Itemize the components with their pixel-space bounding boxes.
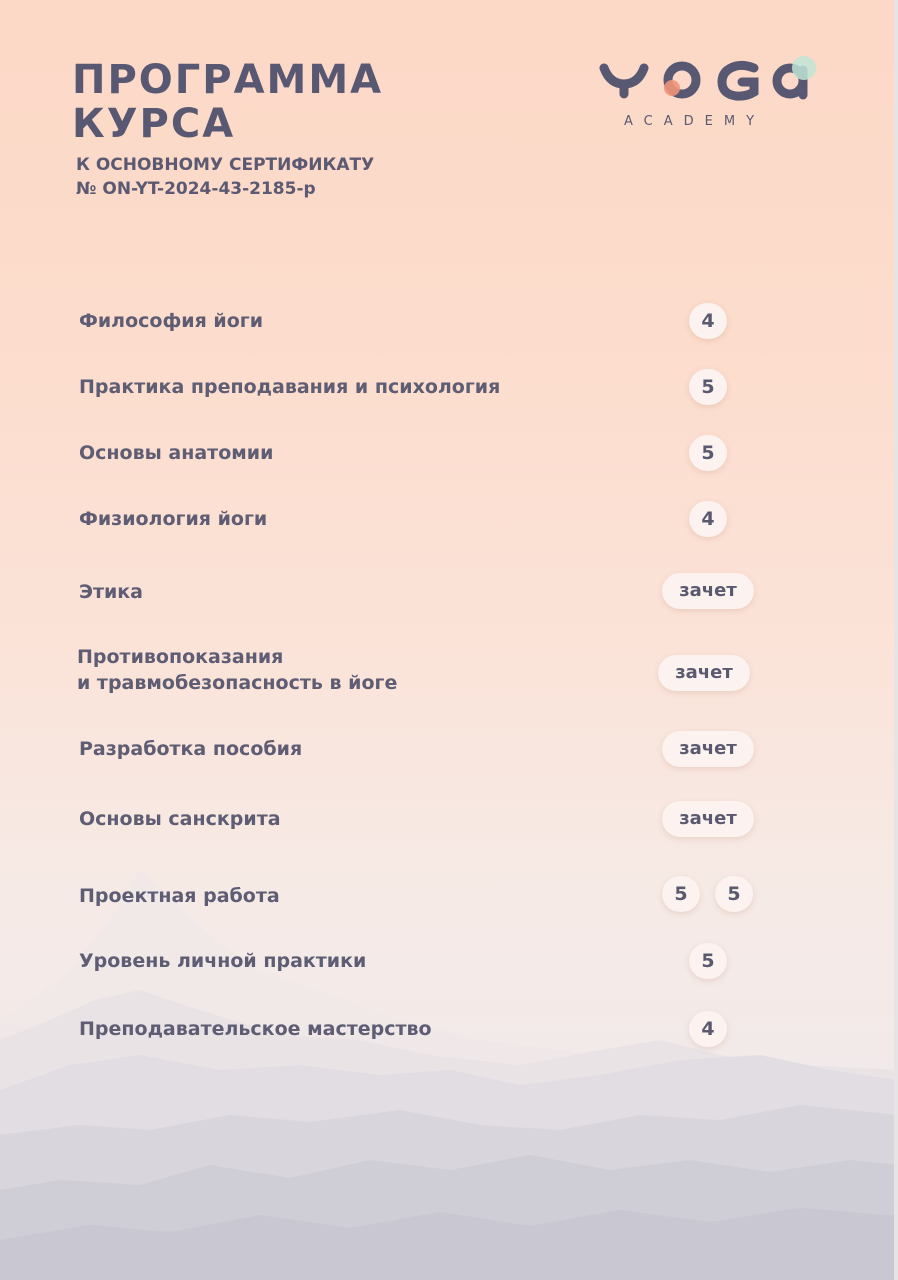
- grade-teaching-mastery: 4: [689, 1011, 727, 1047]
- grade-ethics: зачет: [662, 573, 754, 609]
- grade-project-work-1: 5: [662, 876, 700, 912]
- logo-caption: ACADEMY: [624, 114, 766, 129]
- logo-wordmark: [604, 65, 803, 96]
- grade-sanskrit: зачет: [662, 801, 754, 837]
- title-line-1: ПРОГРАММА: [72, 57, 384, 103]
- certificate-number: № ON-YT-2024-43-2185-р: [76, 179, 316, 199]
- logo-mint-dot: [792, 56, 816, 80]
- course-philosophy: Философия йоги: [79, 310, 264, 332]
- course-physiology: Физиология йоги: [79, 508, 268, 530]
- course-contraindications-line-2: и травмобезопасность в йоге: [77, 672, 398, 694]
- course-personal-practice: Уровень личной практики: [79, 950, 367, 972]
- grade-contraindications: зачет: [658, 655, 750, 691]
- course-anatomy: Основы анатомии: [79, 442, 274, 464]
- course-project-work: Проектная работа: [79, 885, 280, 907]
- course-sanskrit: Основы санскрита: [79, 808, 281, 830]
- grade-project-work-2: 5: [715, 876, 753, 912]
- course-teaching-mastery: Преподавательское мастерство: [79, 1018, 432, 1040]
- page-edge: [894, 0, 898, 1280]
- mountain-landscape: [0, 860, 898, 1280]
- grade-philosophy: 4: [689, 303, 727, 339]
- grade-manual-development: зачет: [662, 731, 754, 767]
- title-line-2: КУРСА: [72, 101, 236, 147]
- course-teaching-practice: Практика преподавания и психология: [79, 376, 501, 398]
- course-ethics: Этика: [79, 581, 143, 603]
- grade-personal-practice: 5: [689, 943, 727, 979]
- logo-orange-dot: [664, 80, 680, 96]
- subtitle-line-1: К ОСНОВНОМУ СЕРТИФИКАТУ: [76, 155, 375, 175]
- course-manual-development: Разработка пособия: [79, 738, 303, 760]
- grade-teaching-practice: 5: [689, 369, 727, 405]
- grade-anatomy: 5: [689, 435, 727, 471]
- certificate-subtitle: [76, 153, 374, 201]
- page-title: [72, 58, 383, 146]
- course-contraindications-line-1: Противопоказания: [77, 646, 284, 668]
- grade-physiology: 4: [689, 501, 727, 537]
